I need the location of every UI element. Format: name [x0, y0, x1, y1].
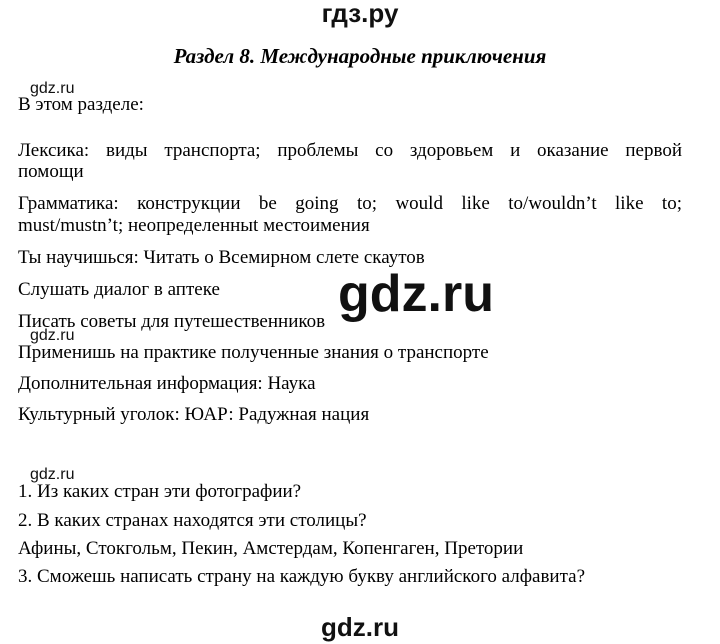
grammar-line: Грамматика: конструкции be going to; would like to/wouldn’t like to; [18, 193, 682, 214]
writing-line: Писать советы для путешественников [18, 311, 326, 332]
header-watermark: гдз.ру [321, 0, 399, 28]
practice-line: Применишь на практике полученные знания о транспорте [18, 342, 489, 363]
vocabulary-line: Лексика: виды транспорта; проблемы со здоровьем и оказание первой [18, 140, 682, 161]
question-2: 2. В каких странах находятся эти столицы? [18, 510, 367, 531]
extra-info-line: Дополнительная информация: Наука [18, 373, 316, 394]
center-watermark: gdz.ru [338, 265, 494, 323]
small-watermark: gdz.ru [30, 80, 75, 97]
small-watermark: gdz.ru [30, 466, 75, 483]
footer-watermark: gdz.ru [321, 612, 399, 642]
question-3: 3. Сможешь написать страну на каждую букву английского алфавита? [18, 566, 586, 587]
learn-line: Ты научишься: Читать о Всемирном слете скаутов [18, 247, 425, 268]
grammar-line-cont: must/mustn’t; неопределенныt местоимения [18, 215, 370, 236]
section-title: Раздел 8. Международные приключения [173, 44, 547, 68]
small-watermark: gdz.ru [30, 327, 75, 344]
question-1: 1. Из каких стран эти фотографии? [18, 481, 302, 502]
capitals-list: Афины, Стокгольм, Пекин, Амстердам, Копенгаген, Претории [18, 538, 524, 559]
intro-text: В этом разделе: [18, 94, 144, 115]
listening-line: Слушать диалог в аптеке [18, 279, 220, 300]
culture-line: Культурный уголок: ЮАР: Радужная нация [18, 404, 370, 425]
vocabulary-line-cont: помощи [18, 161, 84, 182]
